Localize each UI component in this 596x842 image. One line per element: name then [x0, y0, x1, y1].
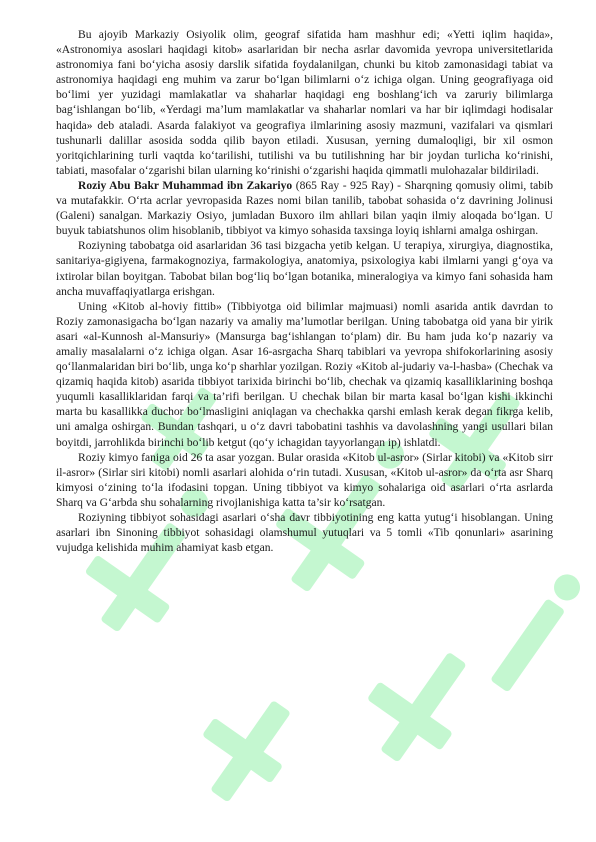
paragraph-text: Roziyning tabobatga oid asarlaridan 36 tasi bizgacha yetib kelgan. U terapiya, xirurgiya, diagnostika, sanitariya-gigiyena, farmakognoziya, farmakologiya, anatomiya, psixologiya kabi ilmlarni yangi g‘oya va ixtirolar bilan boyitgan. Tabobat bilan bog‘liq bo‘lgan botanika, mineralogiya va kimyo fani sohasida ham ancha muvaffaqiyatlarga erishgan.	[56, 240, 553, 298]
document-body	[56, 28, 553, 556]
paragraph-1	[56, 28, 553, 179]
paragraph-5	[56, 451, 553, 511]
paragraph-text: (865 Ray - 925 Ray) - Sharqning qomusiy olimi, tabib va mutafakkir. O‘rta acrlar yevropasida Razes nomi bilan tanilib, tabobat sohasida o‘z davrining Jolinusi (Galeni) sanalgan. Markaziy Osiyo, jumladan Buxoro ilm ahllari bilan yaqin ilmiy aloqada bo‘lgan. U buyuk tabiatshunos olim hisoblanib, tibbiyot va kimyo sohasida taxsinga loyiq ishlarni amalga oshirgan.	[56, 179, 554, 238]
paragraph-2	[56, 179, 553, 239]
paragraph-6	[56, 511, 553, 556]
paragraph-text: Roziyning tibbiyot sohasidagi asarlari o‘sha davr tibbiyotining eng katta yutug‘i hisoblangan. Uning asarlari ibn Sinoning tibbiyot sohasidagi olamshumul yutuqlari va 5 tomli «Tib qonunlari» asarining vujudga kelishida muhim ahamiyat kasb etgan.	[56, 512, 553, 555]
paragraph-4	[56, 300, 553, 451]
paragraph-text: Roziy kimyo faniga oid 26 ta asar yozgan. Bular orasida «Kitob ul-asror» (Sirlar kitobi) va «Kitob sirr il-asror» (Sirlar siri kitobi) nomli asarlari alohida o‘rin tutadi. Xususan, «Kitob ul-asror» da o‘rta asr Sharq kimyosi o‘zining to‘la ifodasini topgan. Uning tibbiyot va kimyo sohalariga oid asarlari o‘rta asrlarda Sharq va G‘arbda shu sohalarning rivojlanishiga katta ta’sir ko‘rsatgan.	[56, 451, 553, 509]
paragraph-lead: Roziy Abu Bakr Muhammad ibn Zakariyo	[78, 179, 293, 192]
paragraph-text: Bu ajoyib Markaziy Osiyolik olim, geograf sifatida ham mashhur edi; «Yetti iqlim haqida», «Astronomiya asoslari haqidagi kitob» asarlaridan bir necha asrlar davomida yevropa universitetlarida astronomiya fani bo‘yicha asosiy darslik sifatida foydalanilgan, chunki bu kitob zamonasidagi tabiat va astronomiya haqidagi eng muhim va zarur bo‘lgan bilimlarni o‘z ichiga olgan. Uning geografiyaga oid bo‘limi yer yuzidagi mamlakatlar va shaharlar haqidagi eng boshlang‘ich va zaruriy bilimlarga bag‘ishlangan bo‘lib, «Yerdagi ma’lum mamlakatlar va shaharlar nomlari va har bir iqlimdagi hodisalar haqida» deb ataladi. Asarda falakiyot va geografiya ilmlarining asosiy mazmuni, vazifalari va qismlari tushunarli dalillar asosida sodda qilib bayon etiladi. Xususan, yerning dumaloqligi, bir xil osmon yoritqichlarining turli vaqtda ko‘tarilishi, tutilishi va bu tutilishning har bir joydan turlicha ko‘rinishi, tabiati, masofalar o‘zgarishi bilan ularning ko‘rinishi o‘zgarishi haqida qimmatli mulohazalar bildiriladi.	[56, 29, 553, 177]
paragraph-text: Uning «Kitob al-hoviy fittib» (Tibbiyotga oid bilimlar majmuasi) nomli asarida antik davrdan to Roziy zamonasigacha bo‘lgan nazariy va amaliy ma’lumotlar berilgan. Uning tabobatga oid yana bir yirik asari «al-Kunnosh al-Mansuriy» (Mansurga bag‘ishlangan to‘plam) dir. Bu ham juda ko‘p nazariy va amaliy masalalarni o‘z ichiga olgan. Asar 16-asrgacha Sharq tabiblari va yevropa shifokorlarining asosiy qo‘llanmalaridan biri bo‘lib, unga ko‘p sharhlar yozilgan. Roziy «Kitob al-judariy va-l-hasba» (Chechak va qizamiq haqida kitob) asarida tibbiyot tarixida birinchi bo‘lib, chechak va qizamiq kasalliklarining boshqa yuqumli kasalliklaridan farqi va ta’rifi berilgan. U chechak bilan bir marta kasal bo‘lgan kishi ikkinchi marta bu kasallikka duchor bo‘lmasligini aniqlagan va chechakka qarshi emlash kerak degan fikrga kelib, uni amalga oshirgan. Bundan tashqari, u o‘z davri tabobatini tashhis va davolashning yangi usullari bilan boyitdi, jarrohlikda birinchi bo‘lib ketgut (qo‘y ichagidan tayyorlangan ip) ishlatdi.	[56, 300, 554, 449]
paragraph-3	[56, 239, 553, 299]
